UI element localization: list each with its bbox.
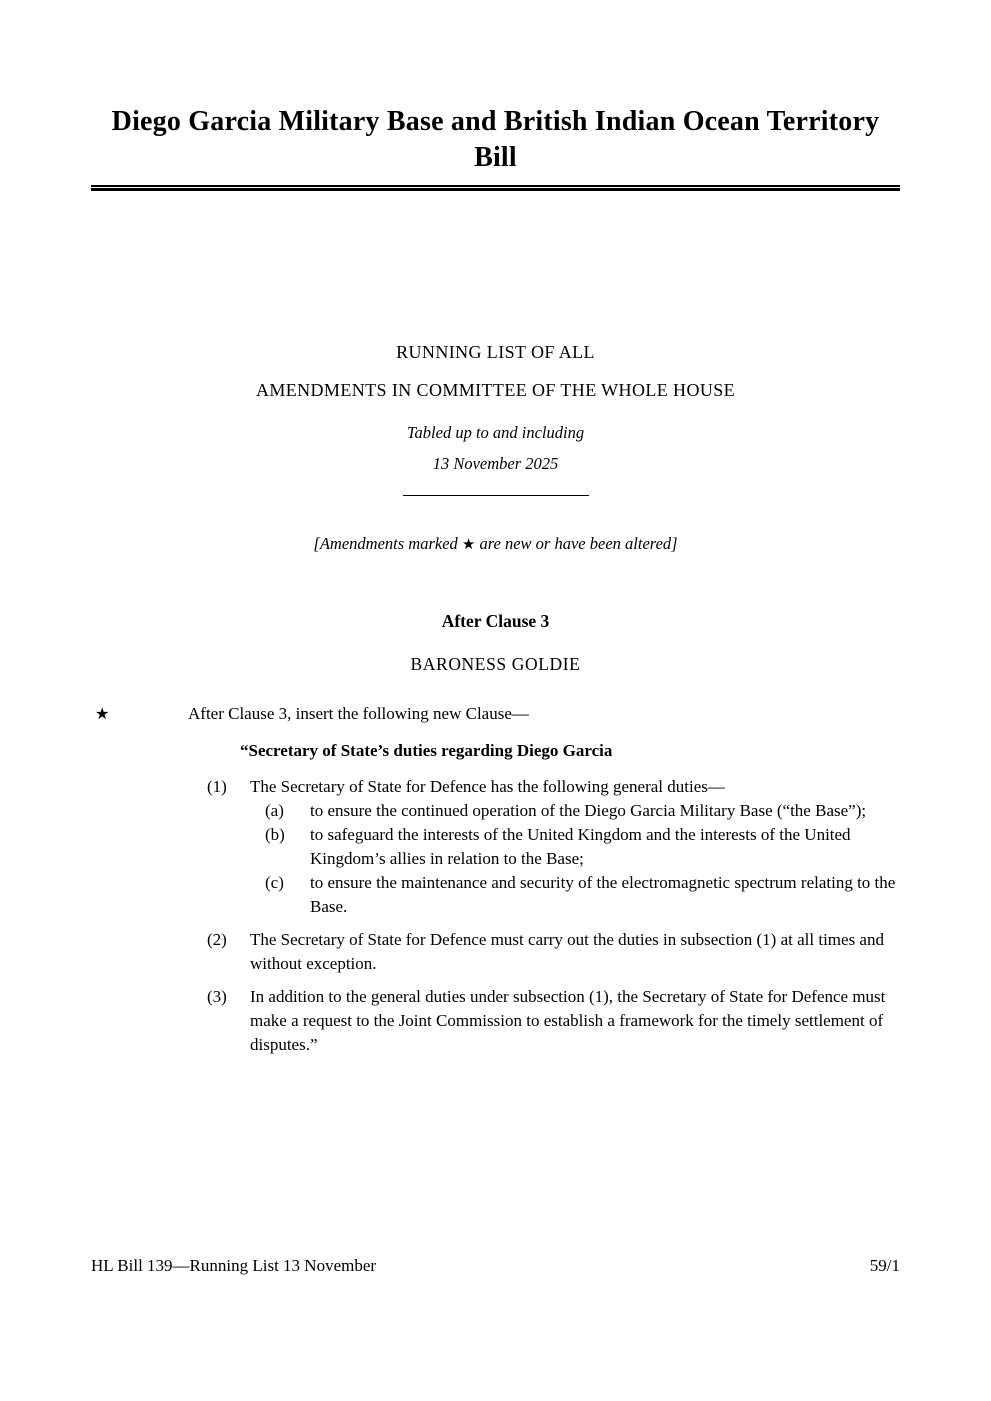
- page-content: [0, 104, 991, 1057]
- new-amendment-star-icon: ★: [95, 706, 110, 723]
- page-footer: [91, 1255, 900, 1277]
- footer-bill-reference: HL Bill 139—Running List 13 November: [91, 1256, 377, 1275]
- star-icon: ★: [461, 537, 476, 553]
- subsection-text: In addition to the general duties under subsection (1), the Secretary of State for Defence must make a request to the Joint Commission to establish a framework for the timely settlement of disputes.”: [250, 987, 886, 1054]
- subsection-text: The Secretary of State for Defence has the following general duties—: [250, 777, 725, 796]
- paragraph-text: to ensure the maintenance and security of the electromagnetic spectrum relating to the Base.: [310, 873, 896, 916]
- subsection-number: (2): [207, 930, 227, 949]
- marker-legend: [91, 533, 900, 556]
- subsection-text: The Secretary of State for Defence must carry out the duties in subsection (1) at all times and without exception.: [250, 930, 884, 973]
- title-double-rule: [91, 185, 900, 191]
- subsection-body: [250, 775, 900, 919]
- new-clause-title: “Secretary of State’s duties regarding Diego Garcia: [240, 741, 613, 760]
- subsection-3: [207, 985, 900, 1057]
- bill-title: Diego Garcia Military Base and British Indian Ocean Territory Bill: [111, 106, 880, 173]
- subsection-1: [207, 775, 900, 919]
- marker-legend-prefix: [Amendments marked: [313, 534, 462, 553]
- place-heading: After Clause 3: [441, 611, 550, 631]
- amendment-block: [91, 702, 900, 1057]
- footer-page-number: 59/1: [869, 1256, 900, 1275]
- paragraph-c: [265, 871, 900, 919]
- subsection-number: (3): [207, 987, 227, 1006]
- paragraph-letter: (c): [265, 873, 284, 892]
- amendments-committee-heading: AMENDMENTS IN COMMITTEE OF THE WHOLE HOUSE: [255, 380, 736, 400]
- paragraph-letter: (b): [265, 825, 285, 844]
- amendment-instruction: After Clause 3, insert the following new Clause—: [188, 704, 529, 723]
- paragraph-text: to ensure the continued operation of the Diego Garcia Military Base (“the Base”);: [310, 801, 867, 820]
- paragraph-a: [265, 799, 900, 823]
- running-list-heading: RUNNING LIST OF ALL: [396, 342, 595, 362]
- subsection-2: [207, 928, 900, 976]
- tabled-note: Tabled up to and including: [406, 423, 585, 442]
- mover-name: BARONESS GOLDIE: [410, 654, 581, 674]
- paragraph-letter: (a): [265, 801, 284, 820]
- separator-rule: [403, 495, 589, 496]
- paragraph-b: [265, 823, 900, 871]
- marker-legend-suffix: are new or have been altered]: [475, 534, 678, 553]
- paragraph-text: to safeguard the interests of the United Kingdom and the interests of the United Kingdom’s allies in relation to the Base;: [310, 825, 851, 868]
- tabled-date: 13 November 2025: [432, 454, 559, 473]
- subsection-number: (1): [207, 777, 227, 796]
